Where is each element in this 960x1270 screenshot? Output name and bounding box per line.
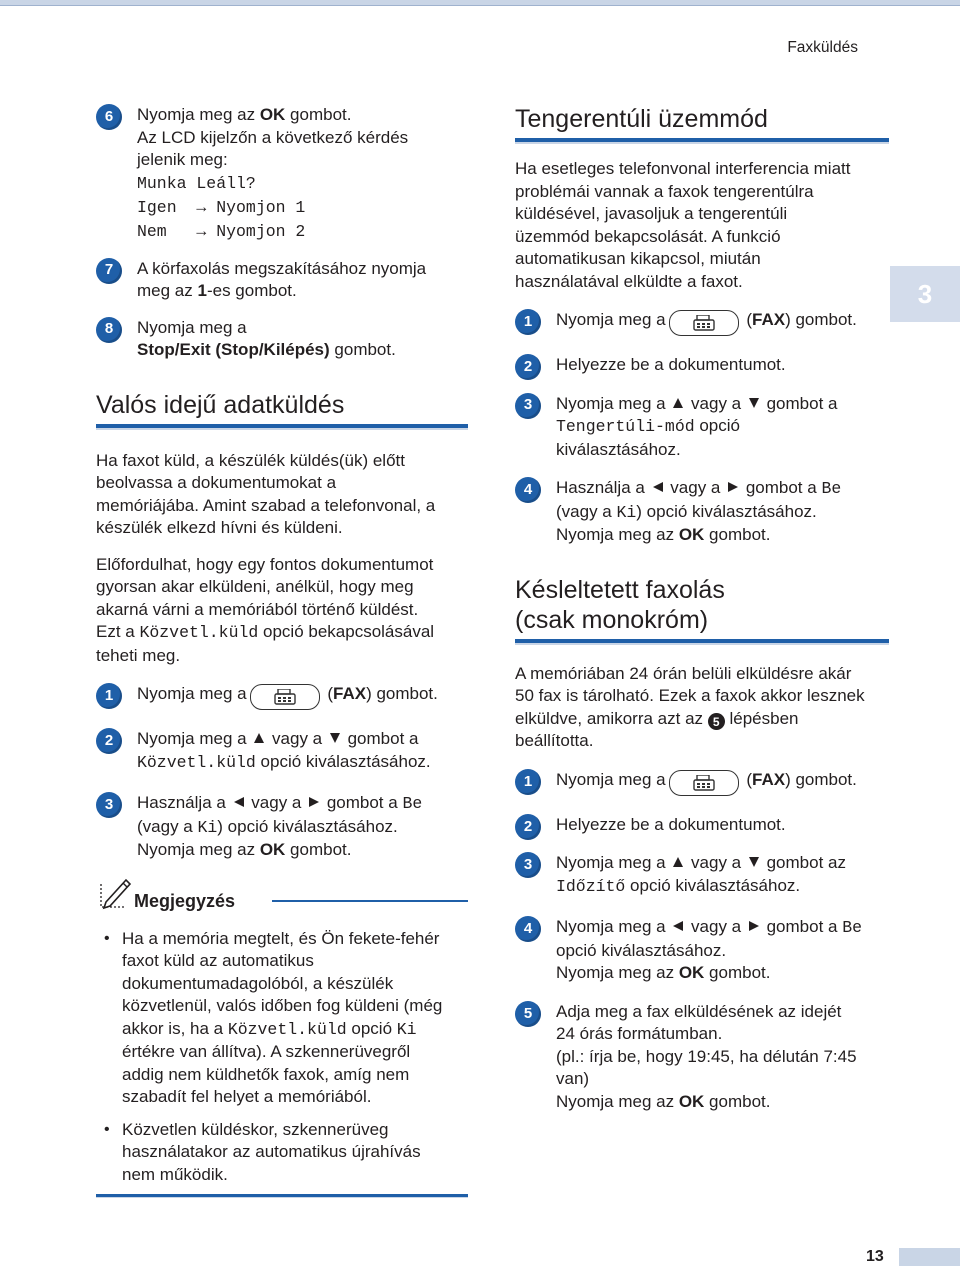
section-title: Késleltetett faxolás	[515, 575, 725, 604]
fax-key-icon	[669, 310, 739, 336]
step-badge: 3	[515, 393, 541, 419]
right-arrow-icon	[309, 797, 319, 807]
footer-bar	[899, 1248, 960, 1266]
section-heading	[515, 575, 889, 645]
list-item: • Ha a memória megtelt, és Ön fekete-fehér faxot küld az automatikus dokumentumadagolóból, a készülék közvetlenül, valós időben fog küldeni (még akkor is, ha a Közvetl.küld opció Ki értékre van állítva). A szkennerüvegről addig nem küldhetők faxok, amíg nem szabadít fel helyet a memóriából.	[96, 928, 468, 1109]
left-column	[96, 104, 468, 1198]
fax-key-icon	[250, 684, 320, 710]
section-heading	[96, 390, 468, 430]
section-title: (csak monokróm)	[515, 605, 709, 634]
step-badge: 3	[96, 792, 122, 818]
down-arrow-icon	[330, 733, 340, 743]
step-badge: 7	[96, 258, 122, 284]
step-badge: 5	[515, 1001, 541, 1027]
step-8: 8 Nyomja meg a Stop/Exit (Stop/Kilépés) gombot.	[96, 317, 468, 362]
paragraph: Ha faxot küld, a készülék küldés(ük) előtt beolvassa a dokumentumokat a memóriájába. Amint szabad a telefonvonal, a készülék elkezd hívni és küldeni.	[96, 450, 436, 537]
note-header	[96, 876, 468, 916]
step-3: 3 Használja a vagy a gombot a Be (vagy a Ki) opció kiválasztásához. Nyomja meg az OK gombot.	[96, 792, 468, 862]
step-2: 2 Helyezze be a dokumentumot.	[515, 354, 889, 377]
step-1: 1 Nyomja meg a (FAX) gombot.	[96, 683, 468, 710]
section-title: Tengerentúli üzemmód	[515, 105, 768, 133]
up-arrow-icon	[673, 857, 683, 867]
note-bottom-rule	[96, 1194, 468, 1198]
step-2: 2 Helyezze be a dokumentumot.	[515, 814, 889, 837]
left-arrow-icon	[653, 482, 663, 492]
step-7: 7 A körfaxolás megszakításához nyomja meg az 1-es gombot.	[96, 258, 468, 303]
fax-key-icon	[669, 770, 739, 796]
step-badge: 3	[515, 852, 541, 878]
step-2: 2 Nyomja meg a vagy a gombot a Közvetl.küld opció kiválasztásához.	[96, 728, 468, 774]
step-badge: 1	[515, 309, 541, 335]
step-badge: 2	[96, 728, 122, 754]
paragraph: Ha esetleges telefonvonal interferencia miatt problémái vannak a faxok tengerentúlra küldésével, javasoljuk a tengerentúli üzemmód bekapcsolását. A funkció automatikusan kikapcsol, miután használatával elküldte a faxot.	[515, 159, 851, 291]
step-badge: 1	[96, 683, 122, 709]
page-number: 13	[866, 1248, 884, 1265]
note-title: Megjegyzés	[134, 890, 236, 911]
step-6: 6 Nyomja meg az OK gombot. Az LCD kijelzőn a következő kérdés jelenik meg: Munka Leáll? Igen → Nyomjon 1 Nem → Nyomjon 2	[96, 104, 468, 244]
lcd-line: Igen → Nyomjon 1	[137, 197, 306, 217]
step-badge: 6	[96, 104, 122, 130]
step-badge: 8	[96, 317, 122, 343]
lcd-line: Nem → Nyomjon 2	[137, 221, 306, 241]
step-5: 5 Adja meg a fax elküldésének az idejét 24 órás formátumban. (pl.: írja be, hogy 19:45, ha délután 7:45 van) Nyomja meg az OK gombot.	[515, 1001, 889, 1114]
note-body	[96, 928, 468, 1199]
section-rule	[515, 639, 889, 645]
section-title: Valós idejű adatküldés	[96, 390, 345, 419]
section-heading	[515, 104, 889, 144]
section-rule	[96, 424, 468, 430]
paragraph: Előfordulhat, hogy egy fontos dokumentumot gyorsan akar elküldeni, anélkül, hogy meg akarná várni a memóriából történő küldést. Ezt a Közvetl.küld opció bekapcsolásával teheti meg.	[96, 554, 435, 665]
step-1: 1 Nyomja meg a (FAX) gombot.	[515, 769, 889, 796]
step-badge: 2	[515, 354, 541, 380]
step-badge: 4	[515, 916, 541, 942]
top-header-line	[0, 5, 960, 6]
up-arrow-icon	[254, 733, 264, 743]
right-column	[515, 104, 889, 1113]
step-ref-badge: 5	[708, 713, 725, 730]
note-rule	[272, 900, 468, 902]
paragraph: A memóriában 24 órán belüli elküldésre akár 50 fax is tárolható. Ezek a faxok akkor lesznek elküldve, amikorra azt az 5 lépésben beállította.	[515, 663, 865, 751]
step-4: 4 Nyomja meg a vagy a gombot a Be opció kiválasztásához. Nyomja meg az OK gombot.	[515, 916, 889, 985]
down-arrow-icon	[749, 398, 759, 408]
chapter-tab: 3	[890, 266, 960, 322]
lcd-line: Munka Leáll?	[137, 173, 256, 193]
step-badge: 1	[515, 769, 541, 795]
note-pencil-icon	[98, 876, 132, 910]
step-badge: 2	[515, 814, 541, 840]
left-arrow-icon	[234, 797, 244, 807]
list-item: • Közvetlen küldéskor, szkennerüveg használatakor az automatikus újrahívás nem működik.	[96, 1119, 468, 1187]
step-3: 3 Nyomja meg a vagy a gombot a Tengertúli-mód opció kiválasztásához.	[515, 393, 889, 462]
step-4: 4 Használja a vagy a gombot a Be (vagy a Ki) opció kiválasztásához. Nyomja meg az OK gombot.	[515, 477, 889, 547]
up-arrow-icon	[673, 398, 683, 408]
section-rule	[515, 138, 889, 144]
right-arrow-icon	[728, 482, 738, 492]
right-arrow-icon	[749, 921, 759, 931]
left-arrow-icon	[673, 921, 683, 931]
step-badge: 4	[515, 477, 541, 503]
step-1: 1 Nyomja meg a (FAX) gombot.	[515, 309, 889, 336]
down-arrow-icon	[749, 857, 759, 867]
step-3: 3 Nyomja meg a vagy a gombot az Időzítő opció kiválasztásához.	[515, 852, 889, 898]
running-title: Faxküldés	[787, 39, 858, 56]
